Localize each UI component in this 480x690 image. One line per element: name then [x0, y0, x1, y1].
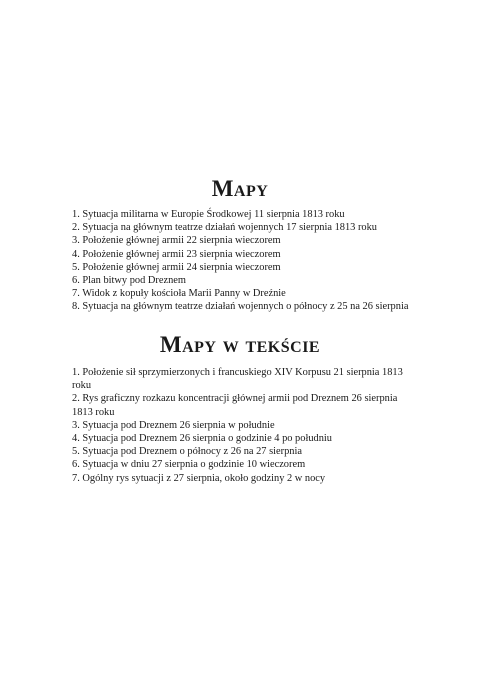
list-item: 2. Rys graficzny rozkazu koncentracji głównej armii pod Dreznem 26 sierpnia 1813 roku	[72, 393, 398, 418]
maps-in-text-list	[72, 366, 414, 485]
list-item: 6. Plan bitwy pod Dreznem	[72, 275, 186, 287]
list-item: 4. Położenie głównej armii 23 sierpnia wieczorem	[72, 248, 281, 260]
list-item: 6. Sytuacja w dniu 27 sierpnia o godzinie 10 wieczorem	[72, 459, 306, 471]
section-title-mapy: Mapy	[211, 176, 269, 201]
list-item: 7. Widok z kopuły kościoła Marii Panny w Dreźnie	[72, 288, 286, 300]
list-item: 1. Położenie sił sprzymierzonych i francuskiego XIV Korpusu 21 sierpnia 1813 roku	[72, 367, 403, 392]
list-item: 5. Sytuacja pod Dreznem o północy z 26 na 27 sierpnia	[72, 446, 302, 458]
list-item: 1. Sytuacja militarna w Europie Środkowej 11 sierpnia 1813 roku	[72, 209, 345, 220]
section-title-mapy-w-tekscie: Mapy w tekście	[159, 332, 321, 357]
list-item: 2. Sytuacja na głównym teatrze działań wojennych 17 sierpnia 1813 roku	[72, 222, 377, 234]
maps-list	[72, 208, 414, 314]
list-item: 7. Ogólny rys sytuacji z 27 sierpnia, około godziny 2 w nocy	[72, 472, 326, 484]
list-item: 4. Sytuacja pod Dreznem 26 sierpnia o godzinie 4 po południu	[72, 433, 332, 445]
list-item: 3. Sytuacja pod Dreznem 26 sierpnia w południe	[72, 419, 275, 431]
list-item: 5. Położenie głównej armii 24 sierpnia wieczorem	[72, 261, 281, 273]
list-item: 3. Położenie głównej armii 22 sierpnia wieczorem	[72, 235, 281, 247]
list-item: 8. Sytuacja na głównym teatrze działań wojennych o północy z 25 na 26 sierpnia	[72, 301, 409, 313]
